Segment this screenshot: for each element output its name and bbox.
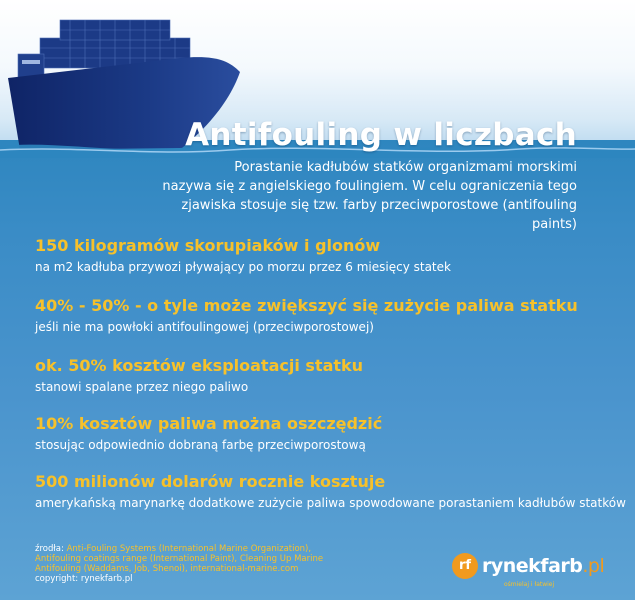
intro-line: Porastanie kadłubów statków organizmami morskimi [234,160,577,175]
fact-description: jeśli nie ma powłoki antifoulingowej (przeciwporostowej) [35,320,374,334]
logo-mark-icon: rf [452,553,478,579]
fact-description: stanowi spalane przez niego paliwo [35,380,249,394]
logo-suffix: .pl [582,555,605,577]
page-title: Antifouling w liczbach [185,117,577,153]
source-text: Antifouling (Waddams, Job, Shenoi), international-marine.com [35,564,299,574]
logo-word: rynekfarb [482,555,583,577]
logo-wordmark [482,555,604,577]
sources-block [35,544,335,584]
copyright-text: copyright: rynekfarb.pl [35,574,133,584]
fact-headline: 500 milionów dolarów rocznie kosztuje [35,472,386,491]
fact-item [35,356,363,395]
fact-item [35,296,578,335]
rynekfarb-logo[interactable] [452,553,627,593]
intro-text [157,158,577,234]
fact-description: amerykańską marynarkę dodatkowe zużycie paliwa spowodowane porastaniem kadłubów statków [35,496,626,510]
fact-description: stosując odpowiednio dobraną farbę przeciwporostową [35,438,366,452]
fact-item [35,472,626,511]
fact-item [35,414,382,453]
fact-headline: 40% - 50% - o tyle może zwiększyć się zużycie paliwa statku [35,296,578,315]
fact-headline: 10% kosztów paliwa można oszczędzić [35,414,383,433]
logo-tagline: ośmielaj i łatwiej [504,581,555,588]
fact-description: na m2 kadłuba przywozi pływający po morzu przez 6 miesięcy statek [35,260,451,274]
source-text: Antifouling coatings range (International Paint), Cleaning Up Marine [35,554,324,564]
fact-headline: ok. 50% kosztów eksploatacji statku [35,356,364,375]
intro-line: nazywa się z angielskiego foulingiem. W celu ograniczenia tego [162,179,577,194]
fact-item [35,236,451,275]
fact-headline: 150 kilogramów skorupiaków i glonów [35,236,381,255]
intro-line: zjawiska stosuje się tzw. farby przeciwporostowe (antifouling paints) [181,198,577,232]
source-text: Anti-Fouling Systems (International Marine Organization), [66,544,312,554]
sources-line [35,544,335,554]
sources-label: źrodła: [35,544,64,554]
